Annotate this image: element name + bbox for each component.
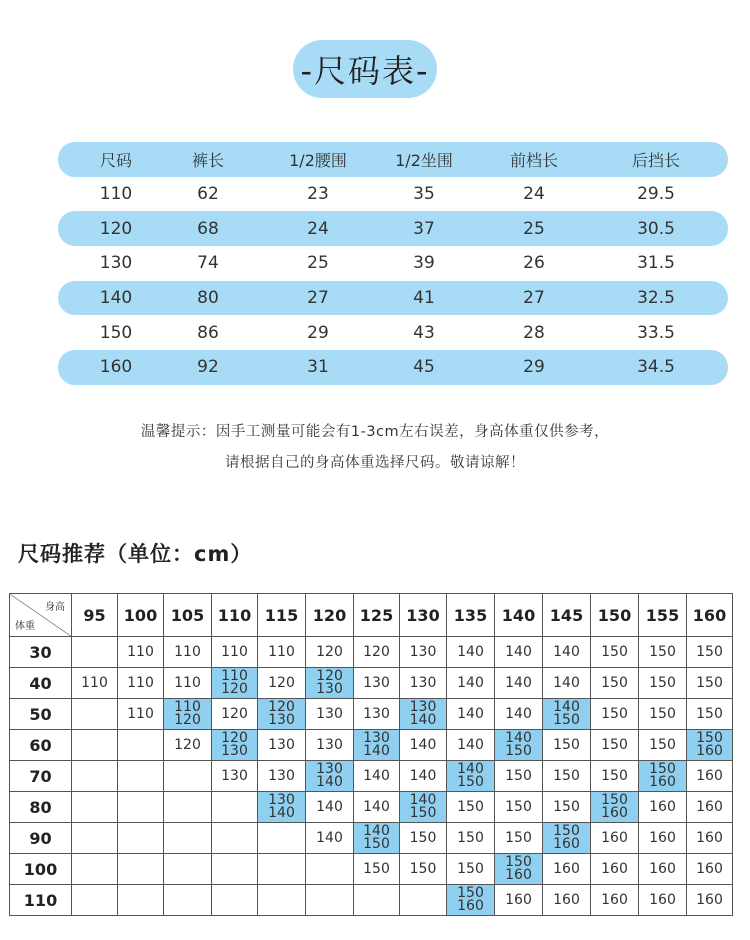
size-cell: 29: [523, 357, 545, 378]
grid-cell-highlighted: [212, 668, 258, 699]
grid-cell-size: 110: [174, 699, 201, 715]
grid-cell: 140: [306, 792, 354, 823]
size-cell: 25: [523, 218, 545, 239]
grid-cell: 150: [543, 730, 591, 761]
grid-cell: [212, 885, 258, 916]
grid-row: [10, 854, 733, 885]
size-table-row: [58, 246, 728, 281]
size-table-row: [58, 315, 728, 350]
grid-row: [10, 792, 733, 823]
size-cell: 41: [413, 288, 435, 309]
grid-cell: 140: [354, 761, 400, 792]
grid-cell: 120: [354, 637, 400, 668]
grid-cell: [258, 823, 306, 854]
height-header-cell: 115: [258, 594, 306, 637]
grid-cell: 130: [400, 637, 447, 668]
grid-cell: 150: [639, 637, 687, 668]
grid-cell: [400, 885, 447, 916]
height-header-cell: 95: [72, 594, 118, 637]
grid-cell-highlighted: [639, 761, 687, 792]
grid-cell-highlighted: [687, 730, 733, 761]
size-cell: 45: [413, 357, 435, 378]
grid-cell-size: 120: [316, 668, 343, 684]
grid-cell: 160: [639, 885, 687, 916]
grid-cell-size: 130: [409, 699, 437, 715]
grid-cell: 150: [639, 668, 687, 699]
grid-cell: [72, 699, 118, 730]
grid-cell: [72, 761, 118, 792]
grid-cell-highlighted: [306, 761, 354, 792]
size-cell: 26: [523, 253, 545, 274]
grid-cell: 130: [306, 730, 354, 761]
grid-cell-size: 140: [409, 712, 437, 728]
grid-cell: 110: [118, 637, 164, 668]
grid-cell-highlighted: [400, 792, 447, 823]
grid-cell: 140: [543, 668, 591, 699]
grid-cell-size: 150: [457, 885, 484, 901]
grid-cell-size: 140: [363, 743, 390, 759]
grid-cell: 140: [400, 761, 447, 792]
grid-row: [10, 823, 733, 854]
grid-cell: [354, 885, 400, 916]
grid-cell: 150: [639, 730, 687, 761]
height-header-cell: 130: [400, 594, 447, 637]
grid-cell: 140: [495, 637, 543, 668]
grid-cell: 110: [258, 637, 306, 668]
size-cell: 30.5: [637, 218, 675, 239]
size-cell: 86: [197, 322, 219, 343]
grid-cell: [72, 823, 118, 854]
grid-cell-size: 140: [505, 730, 532, 746]
grid-cell: 160: [639, 792, 687, 823]
size-cell: 31: [307, 357, 329, 378]
size-header-cell: 前档长: [509, 150, 559, 170]
grid-cell-highlighted: [543, 823, 591, 854]
grid-cell-highlighted: [495, 730, 543, 761]
size-table-header: [58, 142, 728, 177]
grid-cell: 160: [543, 885, 591, 916]
grid-cell-size: 160: [505, 867, 532, 883]
weight-cell: 60: [10, 730, 72, 761]
grid-cell: 150: [591, 761, 639, 792]
size-cell: 27: [523, 288, 545, 309]
grid-cell: 130: [400, 668, 447, 699]
size-cell: 110: [99, 184, 133, 205]
weight-cell: 70: [10, 761, 72, 792]
grid-cell: [72, 792, 118, 823]
grid-header-row: [10, 594, 733, 637]
grid-cell: 160: [591, 823, 639, 854]
size-cell: 24: [523, 184, 545, 205]
grid-cell-size: 120: [268, 699, 295, 715]
grid-cell: [212, 792, 258, 823]
grid-cell: 110: [164, 637, 212, 668]
grid-cell: 160: [591, 885, 639, 916]
grid-cell: [118, 823, 164, 854]
grid-cell: 150: [543, 761, 591, 792]
grid-cell: 130: [212, 761, 258, 792]
grid-cell-size: 150: [696, 730, 723, 746]
size-cell: 34.5: [637, 357, 675, 378]
size-cell: 37: [413, 218, 435, 239]
grid-cell: [118, 761, 164, 792]
grid-cell: 140: [495, 668, 543, 699]
grid-cell: 130: [354, 699, 400, 730]
weight-cell: 80: [10, 792, 72, 823]
height-header-cell: 135: [447, 594, 495, 637]
grid-cell: [72, 854, 118, 885]
grid-cell: 120: [212, 699, 258, 730]
grid-cell-size: 120: [174, 712, 201, 728]
grid-cell: 110: [164, 668, 212, 699]
grid-cell: 140: [354, 792, 400, 823]
grid-cell-highlighted: [400, 699, 447, 730]
grid-cell: 150: [495, 792, 543, 823]
grid-cell: 150: [591, 699, 639, 730]
recommend-title: 尺码推荐（单位：cm）: [18, 542, 253, 566]
grid-cell: 120: [164, 730, 212, 761]
grid-row: [10, 637, 733, 668]
height-header-cell: 160: [687, 594, 733, 637]
grid-cell-highlighted: [258, 699, 306, 730]
grid-cell: 130: [306, 699, 354, 730]
grid-cell-highlighted: [354, 730, 400, 761]
grid-cell-size: 140: [363, 823, 390, 839]
grid-cell: [258, 854, 306, 885]
grid-cell-highlighted: [212, 730, 258, 761]
grid-row: [10, 699, 733, 730]
grid-cell: [118, 885, 164, 916]
grid-cell: 160: [687, 792, 733, 823]
size-header-cell: 裤长: [191, 150, 225, 170]
grid-cell: 150: [447, 823, 495, 854]
grid-cell-size: 150: [505, 854, 532, 870]
grid-cell-highlighted: [258, 792, 306, 823]
height-header-cell: 100: [118, 594, 164, 637]
grid-cell: 150: [591, 637, 639, 668]
grid-cell: 110: [72, 668, 118, 699]
grid-cell: [306, 885, 354, 916]
grid-cell: [258, 885, 306, 916]
grid-cell: 160: [495, 885, 543, 916]
grid-cell-size: 160: [457, 898, 484, 914]
size-cell: 43: [413, 322, 435, 343]
grid-cell: [72, 637, 118, 668]
grid-cell-size: 120: [221, 681, 248, 697]
grid-cell-highlighted: [164, 699, 212, 730]
size-table-row: [58, 350, 728, 385]
size-table-row: [58, 281, 728, 316]
corner-weight-label: 体重: [15, 621, 35, 632]
grid-cell-highlighted: [306, 668, 354, 699]
grid-cell-highlighted: [543, 699, 591, 730]
grid-cell-highlighted: [447, 761, 495, 792]
grid-cell: 140: [543, 637, 591, 668]
grid-cell: 150: [447, 792, 495, 823]
grid-cell: 160: [543, 854, 591, 885]
grid-cell-size: 130: [363, 730, 390, 746]
page-title: -尺码表-: [293, 40, 437, 98]
size-table-row: [58, 211, 728, 246]
grid-cell: 150: [591, 730, 639, 761]
grid-cell: 110: [118, 699, 164, 730]
grid-cell-size: 140: [268, 805, 295, 821]
grid-cell: 160: [639, 823, 687, 854]
grid-cell-highlighted: [447, 885, 495, 916]
grid-cell-size: 130: [221, 743, 248, 759]
grid-cell: 150: [543, 792, 591, 823]
grid-cell-size: 130: [268, 712, 295, 728]
grid-cell: 140: [447, 730, 495, 761]
grid-cell: 140: [447, 637, 495, 668]
size-cell: 92: [197, 357, 219, 378]
size-cell: 39: [413, 253, 435, 274]
size-cell: 33.5: [637, 322, 675, 343]
grid-cell: 130: [258, 730, 306, 761]
grid-cell-size: 150: [553, 712, 580, 728]
grid-cell: 140: [306, 823, 354, 854]
grid-cell: 120: [306, 637, 354, 668]
size-cell: 74: [197, 253, 219, 274]
size-cell: 120: [99, 218, 133, 239]
grid-cell-size: 140: [457, 761, 484, 777]
grid-cell: [118, 730, 164, 761]
grid-cell: [306, 854, 354, 885]
grid-cell-size: 110: [221, 668, 248, 684]
height-header-cell: 105: [164, 594, 212, 637]
grid-cell: 160: [687, 761, 733, 792]
grid-cell-size: 130: [316, 681, 343, 697]
grid-cell-size: 160: [696, 743, 723, 759]
size-cell: 80: [197, 288, 219, 309]
grid-cell: 150: [354, 854, 400, 885]
size-cell: 25: [307, 253, 329, 274]
size-cell: 29: [307, 322, 329, 343]
note-line-2: 请根据自己的身高体重选择尺码。敬请谅解！: [225, 455, 525, 471]
grid-cell-highlighted: [495, 854, 543, 885]
grid-cell: [118, 854, 164, 885]
grid-row: [10, 885, 733, 916]
height-header-cell: 145: [543, 594, 591, 637]
grid-row: [10, 730, 733, 761]
grid-cell: 160: [639, 854, 687, 885]
note-line-1: 温馨提示：因手工测量可能会有1-3cm左右误差，身高体重仅供参考，: [140, 424, 610, 440]
grid-cell: 150: [447, 854, 495, 885]
grid-cell: [164, 885, 212, 916]
grid-cell: 110: [212, 637, 258, 668]
grid-cell-size: 140: [316, 774, 343, 790]
size-header-cell: 1/2腰围: [289, 150, 347, 170]
grid-cell: 160: [687, 885, 733, 916]
size-cell: 28: [523, 322, 545, 343]
grid-cell-size: 160: [553, 836, 580, 852]
grid-cell: 150: [687, 668, 733, 699]
weight-cell: 30: [10, 637, 72, 668]
weight-cell: 40: [10, 668, 72, 699]
grid-cell-size: 150: [649, 761, 676, 777]
grid-cell: [118, 792, 164, 823]
grid-cell: 150: [400, 854, 447, 885]
grid-cell: 110: [118, 668, 164, 699]
weight-cell: 100: [10, 854, 72, 885]
weight-cell: 110: [10, 885, 72, 916]
grid-cell: 160: [687, 823, 733, 854]
grid-cell: [72, 885, 118, 916]
size-cell: 35: [413, 184, 435, 205]
grid-cell-size: 150: [409, 805, 437, 821]
grid-cell-size: 150: [457, 774, 484, 790]
grid-cell: 140: [400, 730, 447, 761]
grid-cell: 150: [639, 699, 687, 730]
grid-cell: 130: [258, 761, 306, 792]
size-cell: 160: [99, 357, 133, 378]
size-cell: 24: [307, 218, 329, 239]
size-cell: 29.5: [637, 184, 675, 205]
grid-cell: [164, 761, 212, 792]
grid-row: [10, 761, 733, 792]
grid-cell-size: 150: [601, 792, 628, 808]
size-cell: 140: [99, 288, 133, 309]
weight-cell: 50: [10, 699, 72, 730]
size-header-cell: 1/2坐围: [395, 150, 453, 170]
grid-cell: 150: [495, 823, 543, 854]
grid-cell-highlighted: [591, 792, 639, 823]
grid-row: [10, 668, 733, 699]
grid-cell: 150: [591, 668, 639, 699]
size-cell: 27: [307, 288, 329, 309]
size-cell: 62: [197, 184, 219, 205]
grid-cell-size: 130: [316, 761, 343, 777]
size-recommend-grid: [9, 593, 733, 916]
grid-cell: [212, 823, 258, 854]
grid-cell: 160: [687, 854, 733, 885]
grid-cell: [212, 854, 258, 885]
grid-cell: 140: [447, 668, 495, 699]
height-header-cell: 140: [495, 594, 543, 637]
size-cell: 130: [99, 253, 133, 274]
weight-cell: 90: [10, 823, 72, 854]
size-cell: 23: [307, 184, 329, 205]
height-header-cell: 110: [212, 594, 258, 637]
height-header-cell: 120: [306, 594, 354, 637]
height-header-cell: 155: [639, 594, 687, 637]
grid-cell: 160: [591, 854, 639, 885]
grid-cell: 150: [687, 637, 733, 668]
grid-cell-size: 160: [649, 774, 676, 790]
grid-cell: 140: [495, 699, 543, 730]
grid-cell-size: 150: [505, 743, 532, 759]
grid-cell-size: 140: [553, 699, 580, 715]
size-header-cell: 尺码: [99, 150, 133, 170]
grid-cell-size: 160: [601, 805, 628, 821]
grid-cell: 150: [400, 823, 447, 854]
grid-cell-highlighted: [354, 823, 400, 854]
corner-height-label: 身高: [45, 602, 65, 613]
height-header-cell: 125: [354, 594, 400, 637]
grid-cell: [164, 854, 212, 885]
grid-cell: 120: [258, 668, 306, 699]
grid-cell-size: 140: [409, 792, 437, 808]
grid-cell-size: 120: [221, 730, 248, 746]
grid-cell: [164, 823, 212, 854]
grid-cell: 150: [495, 761, 543, 792]
size-table-row: [58, 177, 728, 212]
grid-cell-size: 150: [553, 823, 580, 839]
size-cell: 68: [197, 218, 219, 239]
size-cell: 150: [99, 322, 133, 343]
grid-cell: 130: [354, 668, 400, 699]
height-header-cell: 150: [591, 594, 639, 637]
grid-cell: 140: [447, 699, 495, 730]
grid-cell: 150: [687, 699, 733, 730]
size-chart-table: [58, 142, 728, 385]
grid-cell-size: 150: [363, 836, 390, 852]
size-header-cell: 后挡长: [631, 150, 681, 170]
grid-cell: [164, 792, 212, 823]
grid-cell-size: 130: [268, 792, 295, 808]
grid-corner-cell: [10, 594, 72, 637]
grid-cell: [72, 730, 118, 761]
size-cell: 31.5: [637, 253, 675, 274]
size-cell: 32.5: [637, 288, 675, 309]
